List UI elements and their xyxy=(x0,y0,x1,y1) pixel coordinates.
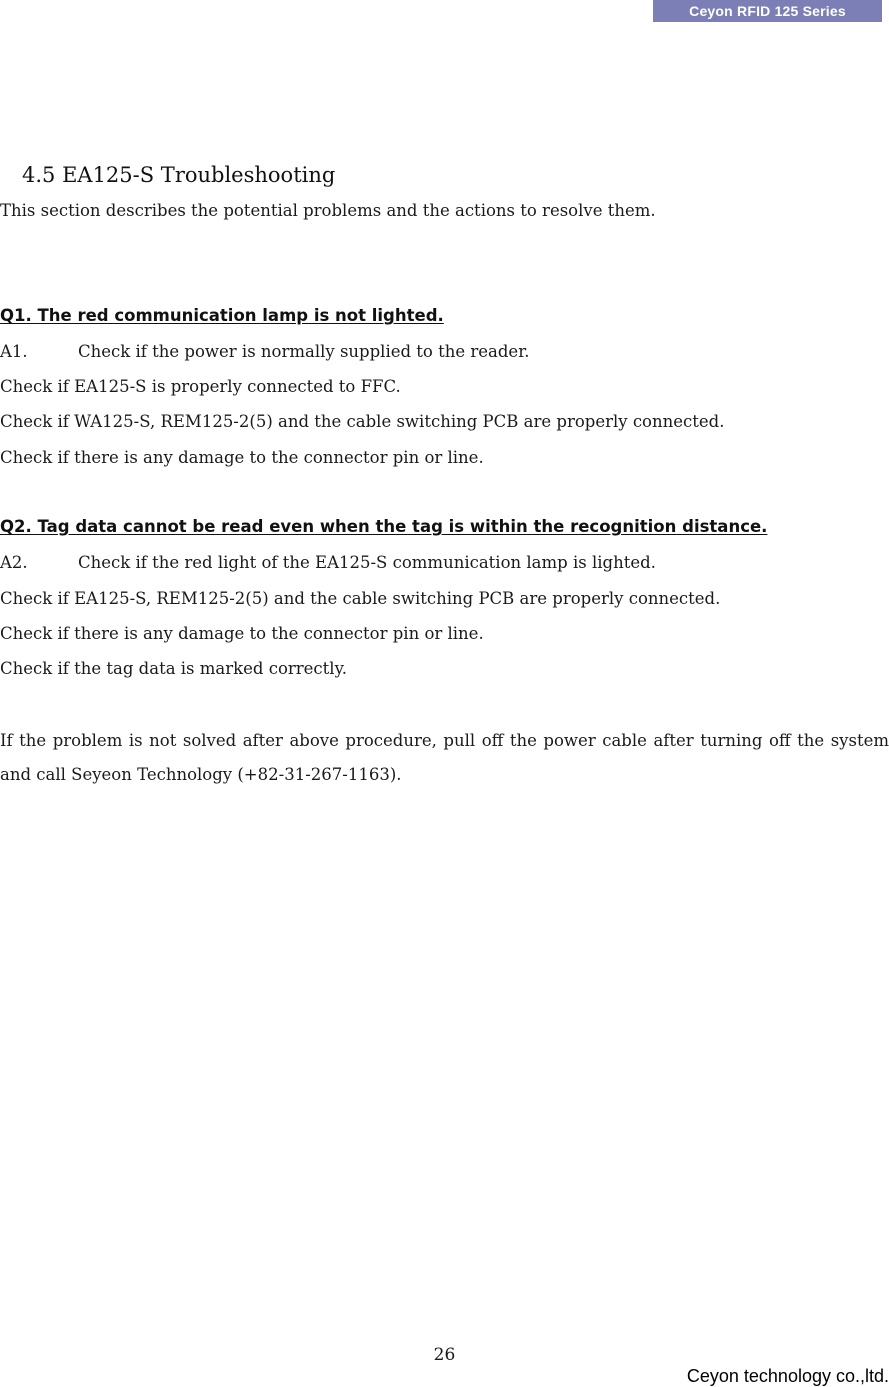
q2-check-2: Check if there is any damage to the connector pin or line. xyxy=(0,624,484,643)
page-number: 26 xyxy=(433,1345,456,1365)
answer-1-text: Check if the power is normally supplied to the reader. xyxy=(78,342,530,361)
answer-2-label: A2. xyxy=(0,553,28,572)
q2-check-1: Check if EA125-S, REM125-2(5) and the cable switching PCB are properly connected. xyxy=(0,589,721,608)
answer-2 xyxy=(0,553,656,572)
answer-1 xyxy=(0,342,530,361)
series-badge: Ceyon RFID 125 Series xyxy=(653,0,882,22)
closing-note: If the problem is not solved after above procedure, pull off the power cable after turning off the system and call Seyeon Technology (+82-31-267-1163). xyxy=(0,731,889,784)
question-1: Q1. The red communication lamp is not lighted. xyxy=(0,306,444,325)
question-2: Q2. Tag data cannot be read even when the tag is within the recognition distance. xyxy=(0,517,768,536)
q1-check-1: Check if EA125-S is properly connected to FFC. xyxy=(0,377,401,396)
q1-check-3: Check if there is any damage to the connector pin or line. xyxy=(0,448,484,467)
section-title: 4.5 EA125-S Troubleshooting xyxy=(22,163,336,187)
section-intro: This section describes the potential problems and the actions to resolve them. xyxy=(0,201,656,220)
q2-check-3: Check if the tag data is marked correctly. xyxy=(0,659,347,678)
footer-company: Ceyon technology co.,ltd. xyxy=(686,1366,889,1386)
answer-2-text: Check if the red light of the EA125-S communication lamp is lighted. xyxy=(78,553,656,572)
q1-check-2: Check if WA125-S, REM125-2(5) and the cable switching PCB are properly connected. xyxy=(0,412,725,431)
answer-1-label: A1. xyxy=(0,342,28,361)
